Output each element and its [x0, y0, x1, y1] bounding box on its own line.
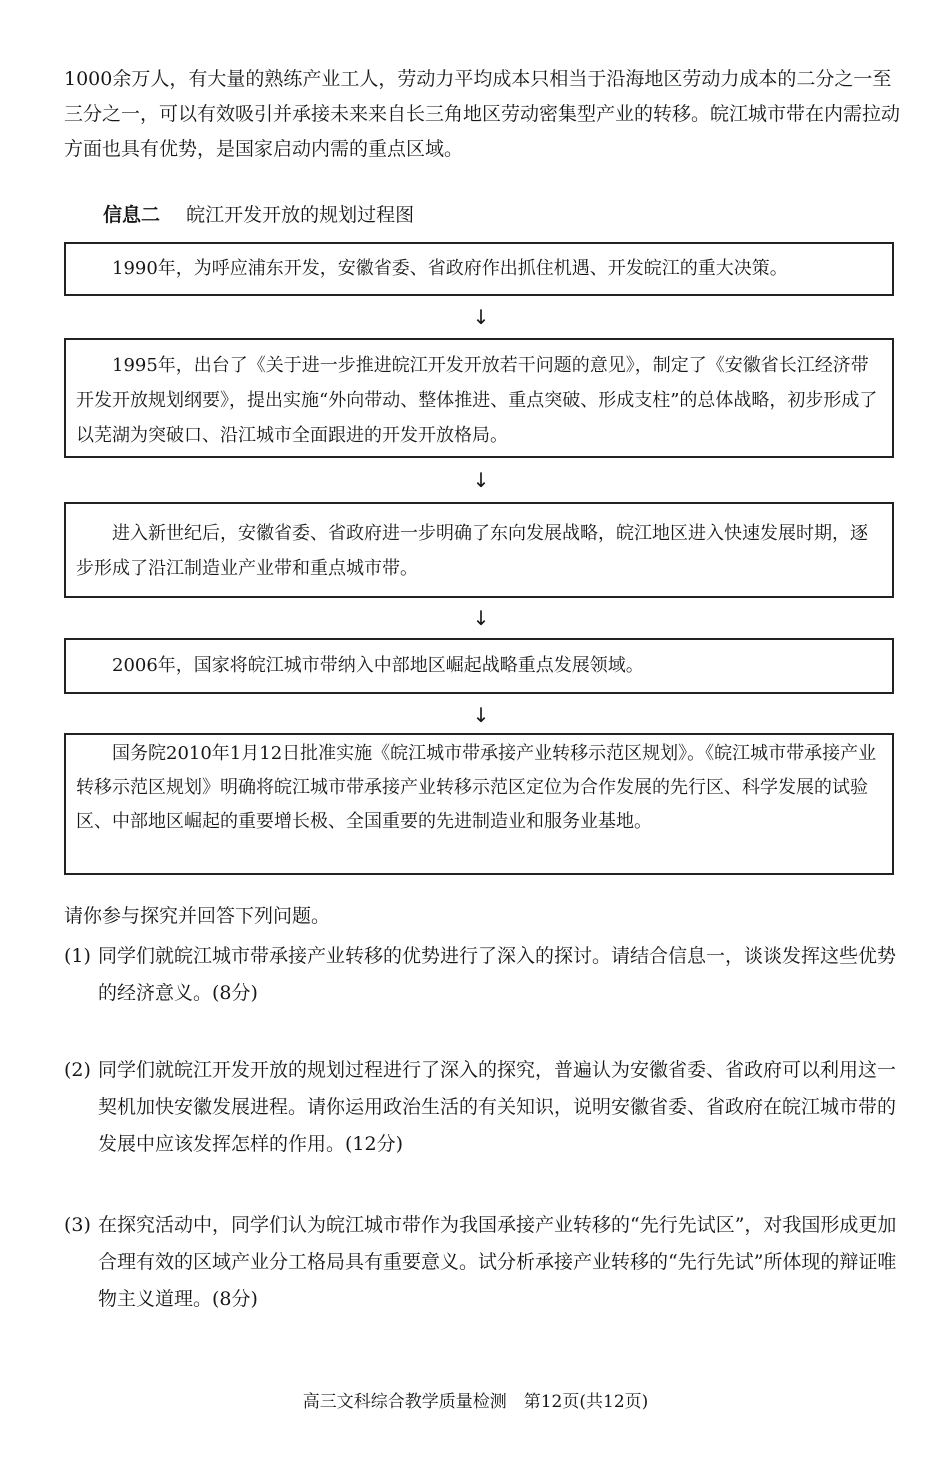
- question-prompt: 请你参与探究并回答下列问题。: [64, 905, 331, 927]
- question-text: 在探究活动中，同学们认为皖江城市带作为我国承接产业转移的“先行先试区”，对我国形成更加合理有效的区域产业分工格局具有重要意义。试分析承接产业转移的“先行先试”所体现的辩证唯物主义道理。(8分): [98, 1214, 897, 1310]
- flow-step-new-century: 进入新世纪后，安徽省委、省政府进一步明确了东向发展战略，皖江地区进入快速发展时期，逐步形成了沿江制造业产业带和重点城市带。: [64, 502, 894, 598]
- question-text: 同学们就皖江城市带承接产业转移的优势进行了深入的探讨。请结合信息一，谈谈发挥这些优势的经济意义。(8分): [98, 945, 897, 1004]
- info2-label: 信息二: [103, 204, 161, 226]
- page-footer: 高三文科综合教学质量检测 第12页(共12页): [302, 1392, 649, 1412]
- intro-paragraph: 1000余万人，有大量的熟练产业工人，劳动力平均成本只相当于沿海地区劳动力成本的二分之一至三分之一，可以有效吸引并承接未来来自长三角地区劳动密集型产业的转移。皖江城市带在内需拉动方面也具有优势，是国家启动内需的重点区域。: [64, 68, 901, 160]
- question-number: (1): [64, 945, 91, 967]
- flow-step-2006: 2006年，国家将皖江城市带纳入中部地区崛起战略重点发展领域。: [64, 638, 894, 694]
- question-number: (2): [64, 1059, 91, 1081]
- flow-arrow-icon: ↓: [472, 606, 490, 630]
- flow-step-1990: 1990年，为呼应浦东开发，安徽省委、省政府作出抓住机遇、开发皖江的重大决策。: [64, 242, 894, 296]
- question-number: (3): [64, 1214, 91, 1236]
- question-3: [64, 1207, 904, 1318]
- info2-heading: [103, 201, 414, 229]
- question-1: [64, 938, 904, 1012]
- flow-arrow-icon: ↓: [472, 305, 490, 329]
- flow-arrow-icon: ↓: [472, 468, 490, 492]
- question-text: 同学们就皖江开发开放的规划过程进行了深入的探究，普遍认为安徽省委、省政府可以利用这一契机加快安徽发展进程。请你运用政治生活的有关知识，说明安徽省委、省政府在皖江城市带的发展中应该发挥怎样的作用。(12分): [98, 1059, 897, 1155]
- flow-step-2010: 国务院2010年1月12日批准实施《皖江城市带承接产业转移示范区规划》。《皖江城市带承接产业转移示范区规划》明确将皖江城市带承接产业转移示范区定位为合作发展的先行区、科学发展的试验区、中部地区崛起的重要增长极、全国重要的先进制造业和服务业基地。: [64, 733, 894, 875]
- flow-arrow-icon: ↓: [472, 703, 490, 727]
- question-2: [64, 1052, 904, 1163]
- flow-step-1995: 1995年，出台了《关于进一步推进皖江开发开放若干问题的意见》，制定了《安徽省长江经济带开发开放规划纲要》，提出实施“外向带动、整体推进、重点突破、形成支柱”的总体战略，初步形成了以芜湖为突破口、沿江城市全面跟进的开发开放格局。: [64, 338, 894, 458]
- info2-title: 皖江开发开放的规划过程图: [186, 204, 415, 226]
